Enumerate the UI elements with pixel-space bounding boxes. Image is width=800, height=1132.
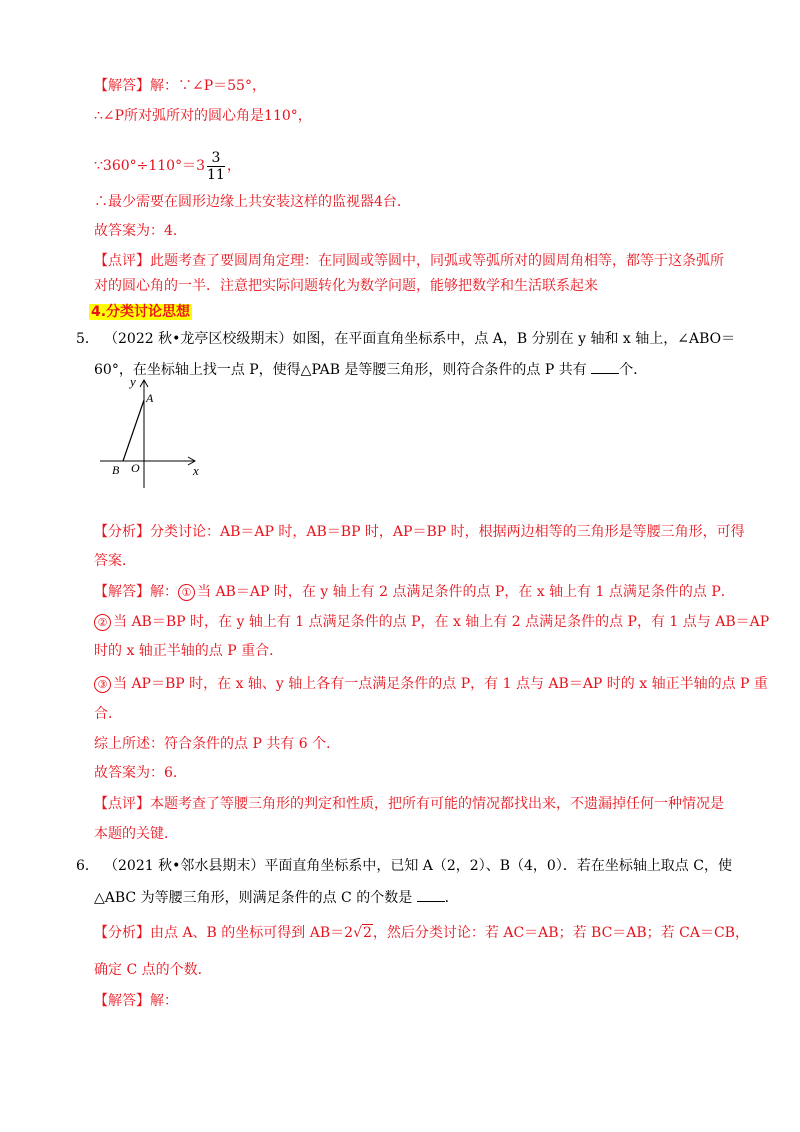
q6-analysis-line-1: 【分析】由点 A、B 的坐标可得到 AB＝2√2，然后分类讨论：若 AC＝AB；若 BC＝AB；若 CA＝CB， [94, 925, 749, 941]
comment-line-2: 对的圆心角的一半．注意把实际问题转化为数学问题，能够把数学和生活联系起来 [94, 278, 598, 294]
q5-solution-case-1: 【解答】解： ① 当 AB＝AP 时，在 y 轴上有 2 点满足条件的点 P，在 x 轴上有 1 点满足条件的点 P． [94, 584, 735, 600]
answer-blank [417, 887, 445, 902]
fraction [207, 150, 225, 183]
label-o: O [131, 461, 140, 475]
answer-line-3-post: ， [226, 158, 241, 174]
q5-solution-case-2: ② 当 AB＝BP 时，在 y 轴上有 1 点满足条件的点 P，在 x 轴上有 2 点满足条件的点 P，有 1 点与 AB＝AP [94, 612, 769, 632]
coordinate-figure [100, 370, 210, 495]
q5-summary: 综上所述：符合条件的点 P 共有 6 个． [94, 736, 341, 752]
square-root: √2 [353, 925, 372, 941]
q5-solution-case-2b: 时的 x 轴正半轴的点 P 重合． [94, 643, 284, 659]
segment-ab [123, 400, 144, 461]
answer-line-4: ∴最少需要在圆形边缘上共安装这样的监视器4台． [94, 194, 411, 210]
q5-analysis-line-2: 答案． [94, 553, 136, 569]
label-y: y [130, 374, 136, 389]
answer-line-3-pre: ∵360°÷110°＝3 [94, 158, 205, 174]
section-title: 4.分类讨论思想 [91, 304, 191, 320]
q6-stem-line-2: △ABC 为等腰三角形，则满足条件的点 C 的个数是 ． [94, 887, 459, 908]
q5-comment-line-2: 本题的关键． [94, 826, 178, 842]
q5-solution-case-3b: 合． [94, 706, 122, 722]
fraction-denominator: 11 [207, 166, 225, 183]
answer-blank [591, 359, 619, 374]
q5-answer: 故答案为：6． [94, 765, 187, 781]
q5-analysis-line-1: 【分析】分类讨论：AB＝AP 时，AB＝BP 时，AP＝BP 时，根据两边相等的三角形是等腰三角形，可得 [94, 524, 745, 540]
answer-line-5: 故答案为：4． [94, 223, 187, 239]
fraction-numerator: 3 [207, 150, 225, 167]
q6-number: 6． [76, 858, 99, 874]
q5-solution-case-3: ③ 当 AP＝BP 时，在 x 轴、y 轴上各有一点满足条件的点 P，有 1 点与 AB＝AP 时的 x 轴正半轴的点 P 重 [94, 674, 768, 694]
q5-comment-line-1: 【点评】本题考查了等腰三角形的判定和性质，把所有可能的情况都找出来，不遗漏掉任何一种情况是 [94, 796, 724, 812]
answer-line-1: 【解答】解：∵∠P＝55°， [94, 78, 266, 94]
label-b: B [112, 463, 120, 477]
comment-line-1: 【点评】此题考查了要圆周角定理：在同圆或等圆中，同弧或等弧所对的圆周角相等，都等于这条弧所 [94, 253, 724, 269]
q5-number: 5． [76, 331, 99, 347]
circled-1: ① [178, 584, 195, 601]
q6-stem-line-1: （2021 秋•邻水县期末）平面直角坐标系中，已知 A（2，2）、B（4，0）．若在坐标轴上取点 C，使 [104, 858, 732, 874]
q6-analysis-line-2: 确定 C 点的个数． [94, 962, 212, 978]
q6-solution-head: 【解答】解： [94, 993, 178, 1009]
q5-stem-line-1: （2022 秋•龙亭区校级期末）如图，在平面直角坐标系中，点 A，B 分别在 y 轴和 x 轴上，∠ABO＝ [104, 331, 736, 347]
label-x: x [193, 463, 199, 478]
circled-2: ② [94, 614, 111, 631]
q5-stem-line-2: 60°，在坐标轴上找一点 P，使得△PAB 是等腰三角形，则符合条件的点 P 共有 个． [94, 359, 647, 380]
answer-line-2: ∴∠P所对弧所对的圆心角是110°， [94, 108, 312, 124]
answer-line-3 [94, 148, 241, 184]
label-a: A [146, 391, 154, 405]
circled-3: ③ [94, 676, 111, 693]
